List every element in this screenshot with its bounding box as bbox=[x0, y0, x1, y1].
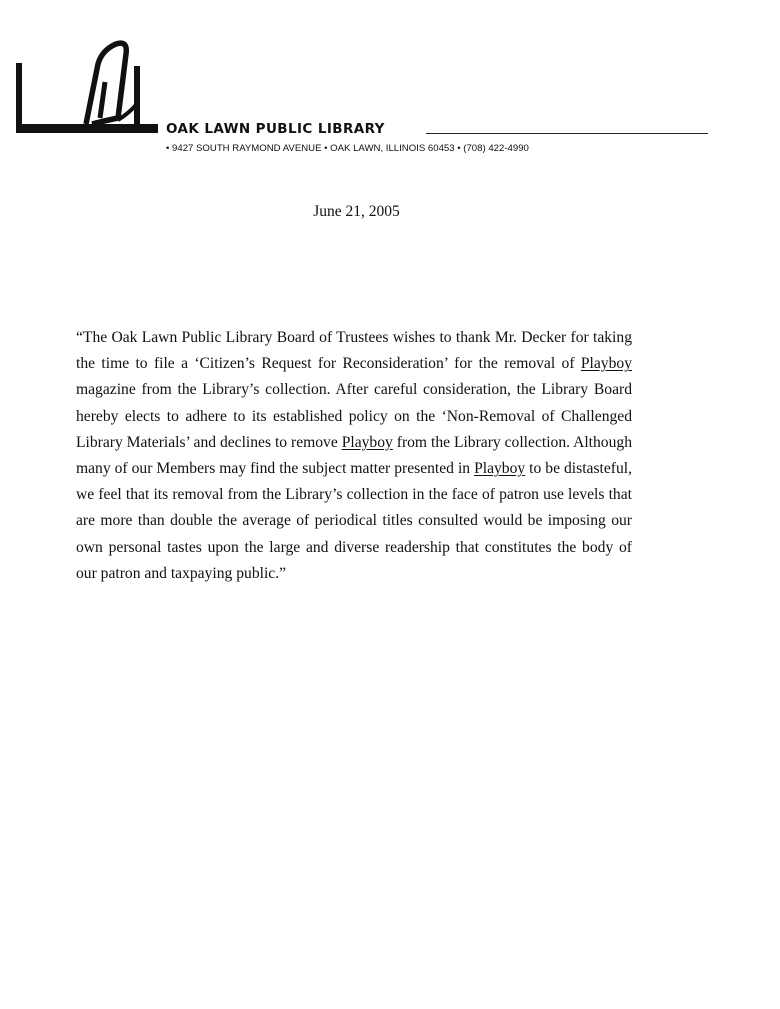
body-segment-3: from the Library collection. Although many of our Members may find the subject matter presented in bbox=[76, 433, 632, 478]
library-logo bbox=[16, 38, 158, 134]
letter-body bbox=[76, 325, 632, 587]
body-segment-2: magazine from the Library’s collection. After careful consideration, the Library Board hereby elects to adhere to its established policy on the ‘Non-Removal of Challenged Library Materials’ and declines to remove bbox=[76, 381, 632, 451]
letter-date: June 21, 2005 bbox=[313, 203, 400, 220]
publication-title: Playboy bbox=[341, 433, 393, 451]
body-segment-1: “The Oak Lawn Public Library Board of Trustees wishes to thank Mr. Decker for taking the time to file a ‘Citizen’s Request for Reconsideration’ for the removal of bbox=[76, 329, 632, 373]
logo-base-bar bbox=[16, 124, 158, 133]
logo-right-page bbox=[134, 66, 140, 124]
org-address: • 9427 SOUTH RAYMOND AVENUE • OAK LAWN, ILLINOIS 60453 • (708) 422-4990 bbox=[166, 143, 529, 154]
logo-book-spine bbox=[100, 82, 105, 118]
logo-vertical-bar bbox=[16, 63, 22, 125]
body-segment-4: to be distasteful, we feel that its removal from the Library’s collection in the face of patron use levels that are more than double the average of periodical titles consulted would be imposing our own personal tastes upon the large and diverse readership that constitutes the body of our patron and taxpaying public.” bbox=[76, 460, 632, 582]
header-rule bbox=[426, 133, 708, 134]
publication-title: Playboy bbox=[580, 355, 632, 373]
org-name: OAK LAWN PUBLIC LIBRARY bbox=[166, 121, 385, 137]
publication-title: Playboy bbox=[474, 460, 526, 478]
